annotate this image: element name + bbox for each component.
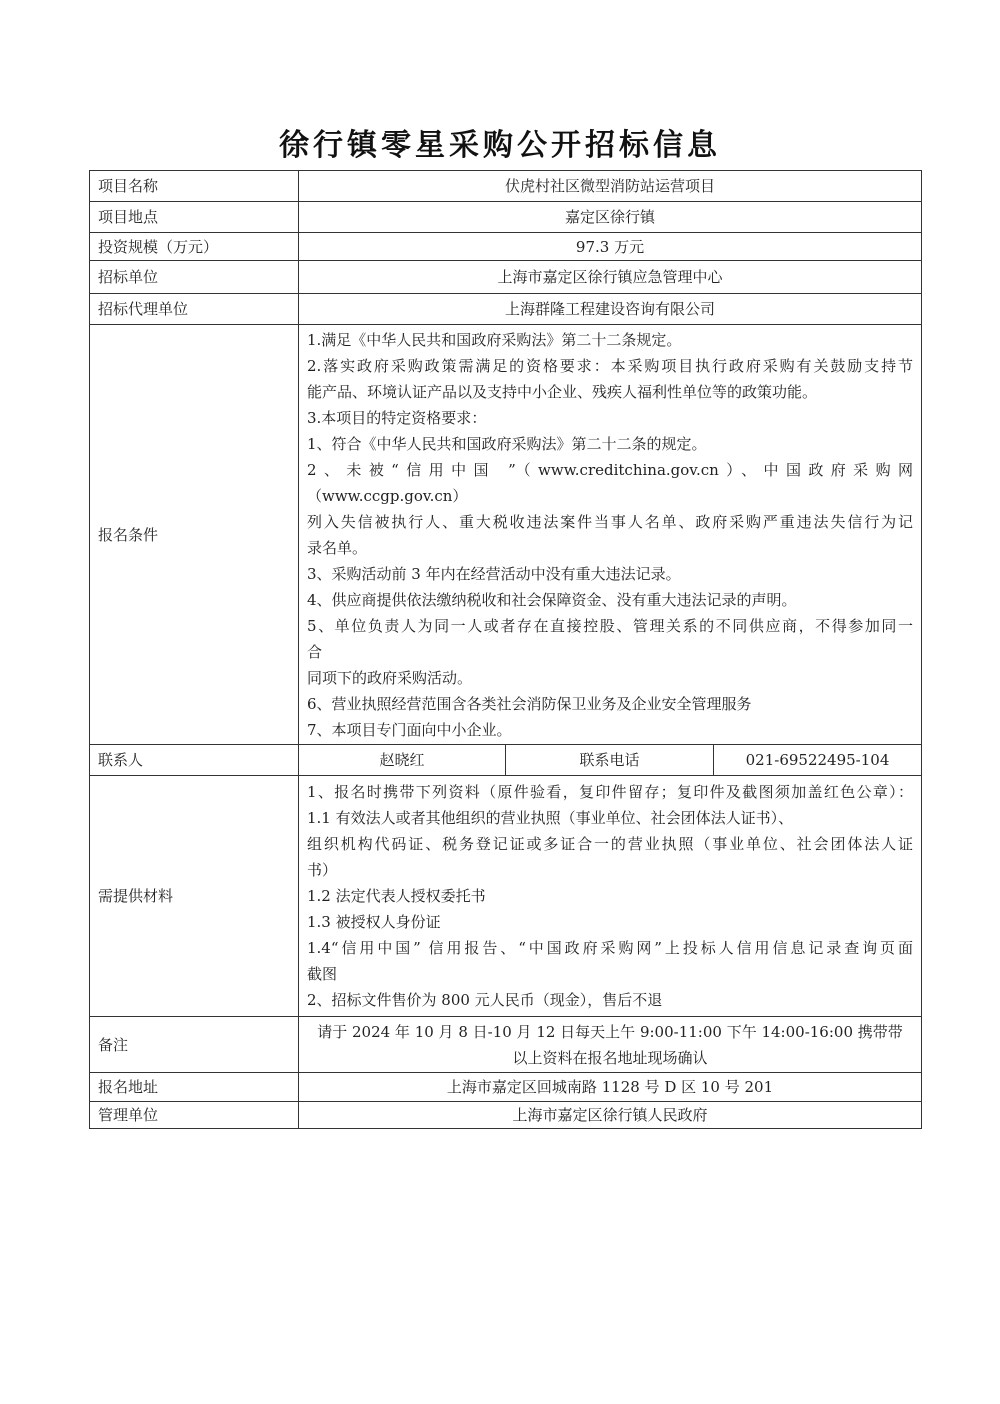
row-project-location <box>90 202 922 233</box>
remarks-line: 以上资料在报名地址现场确认 <box>512 1048 708 1067</box>
conditions-line: 同项下的政府采购活动。 <box>307 668 473 687</box>
conditions-line: 2.落实政府采购政策需满足的资格要求：本采购项目执行政府采购有关鼓励支持节 <box>307 356 913 375</box>
conditions-label: 报名条件 <box>90 325 299 745</box>
materials-line: 1.4“信用中国” 信用报告、“中国政府采购网”上投标人信用信息记录查询页面 <box>307 939 913 957</box>
conditions-line: 5、单位负责人为同一人或者存在直接控股、管理关系的不同供应商，不得参加同一 <box>307 616 913 635</box>
address-value: 上海市嘉定区回城南路 1128 号 D 区 10 号 201 <box>299 1073 922 1102</box>
materials-line: 1.3 被授权人身份证 <box>307 913 441 931</box>
materials-line: 1.2 法定代表人授权委托书 <box>307 887 486 905</box>
contact-name: 赵晓红 <box>299 745 506 776</box>
tender-info-table <box>89 170 922 1129</box>
conditions-line: 1、符合《中华人民共和国政府采购法》第二十二条的规定。 <box>307 434 707 453</box>
agent-unit-label: 招标代理单位 <box>90 294 299 325</box>
row-agent-unit <box>90 294 922 325</box>
conditions-line: 合 <box>307 642 323 661</box>
conditions-line: 6、营业执照经营范围含各类社会消防保卫业务及企业安全管理服务 <box>307 694 752 713</box>
row-management <box>90 1102 922 1129</box>
conditions-line: 列入失信被执行人、重大税收违法案件当事人名单、政府采购严重违法失信行为记 <box>307 512 913 531</box>
conditions-line: 2、未被“信用中国 ”（www.creditchina.gov.cn）、中国政府采购网 <box>307 460 913 479</box>
row-remarks <box>90 1017 922 1073</box>
page-title: 徐行镇零星采购公开招标信息 <box>279 128 721 163</box>
materials-line: 1、报名时携带下列资料（原件验看，复印件留存；复印件及截图须加盖红色公章）： <box>307 783 913 801</box>
project-location-label: 项目地点 <box>90 202 299 233</box>
address-label: 报名地址 <box>90 1073 299 1102</box>
project-name-label: 项目名称 <box>90 171 299 202</box>
conditions-line: 4、供应商提供依法缴纳税收和社会保障资金、没有重大违法记录的声明。 <box>307 590 797 609</box>
remarks-content <box>299 1017 922 1073</box>
row-materials <box>90 776 922 1017</box>
contact-phone-label: 联系电话 <box>506 745 714 776</box>
conditions-line: 7、本项目专门面向中小企业。 <box>307 720 512 739</box>
management-label: 管理单位 <box>90 1102 299 1129</box>
row-investment <box>90 233 922 261</box>
project-name-value: 伏虎村社区微型消防站运营项目 <box>299 171 922 202</box>
contact-phone: 021-69522495-104 <box>714 745 922 776</box>
conditions-line: 1.满足《中华人民共和国政府采购法》第二十二条规定。 <box>307 330 682 349</box>
investment-value: 97.3 万元 <box>299 233 922 261</box>
agent-unit-value: 上海群隆工程建设咨询有限公司 <box>299 294 922 325</box>
materials-label: 需提供材料 <box>90 776 299 1017</box>
tender-unit-value: 上海市嘉定区徐行镇应急管理中心 <box>299 261 922 294</box>
materials-line: 组织机构代码证、税务登记证或多证合一的营业执照（事业单位、社会团体法人证 <box>307 835 913 853</box>
management-value: 上海市嘉定区徐行镇人民政府 <box>299 1102 922 1129</box>
materials-line: 2、招标文件售价为 800 元人民币（现金），售后不退 <box>307 991 663 1009</box>
conditions-line: （www.ccgp.gov.cn） <box>307 486 468 505</box>
row-conditions <box>90 325 922 745</box>
conditions-content <box>299 325 922 745</box>
row-contact <box>90 745 922 776</box>
materials-line: 书） <box>307 861 338 879</box>
row-tender-unit <box>90 261 922 294</box>
remarks-line: 请于 2024 年 10 月 8 日-10 月 12 日每天上午 9:00-11:00 下午 14:00-16:00 携带带 <box>317 1022 903 1041</box>
row-project-name <box>90 171 922 202</box>
investment-label: 投资规模（万元） <box>90 233 299 261</box>
contact-label: 联系人 <box>90 745 299 776</box>
conditions-line: 录名单。 <box>307 538 368 557</box>
conditions-line: 能产品、环境认证产品以及支持中小企业、残疾人福利性单位等的政策功能。 <box>307 382 818 401</box>
materials-line: 截图 <box>307 965 338 983</box>
conditions-line: 3、采购活动前 3 年内在经营活动中没有重大违法记录。 <box>307 564 681 583</box>
row-address <box>90 1073 922 1102</box>
remarks-label: 备注 <box>90 1017 299 1073</box>
project-location-value: 嘉定区徐行镇 <box>299 202 922 233</box>
materials-line: 1.1 有效法人或者其他组织的营业执照（事业单位、社会团体法人证书）、 <box>307 809 794 827</box>
tender-unit-label: 招标单位 <box>90 261 299 294</box>
materials-content <box>299 776 922 1017</box>
conditions-line: 3.本项目的特定资格要求： <box>307 408 487 427</box>
